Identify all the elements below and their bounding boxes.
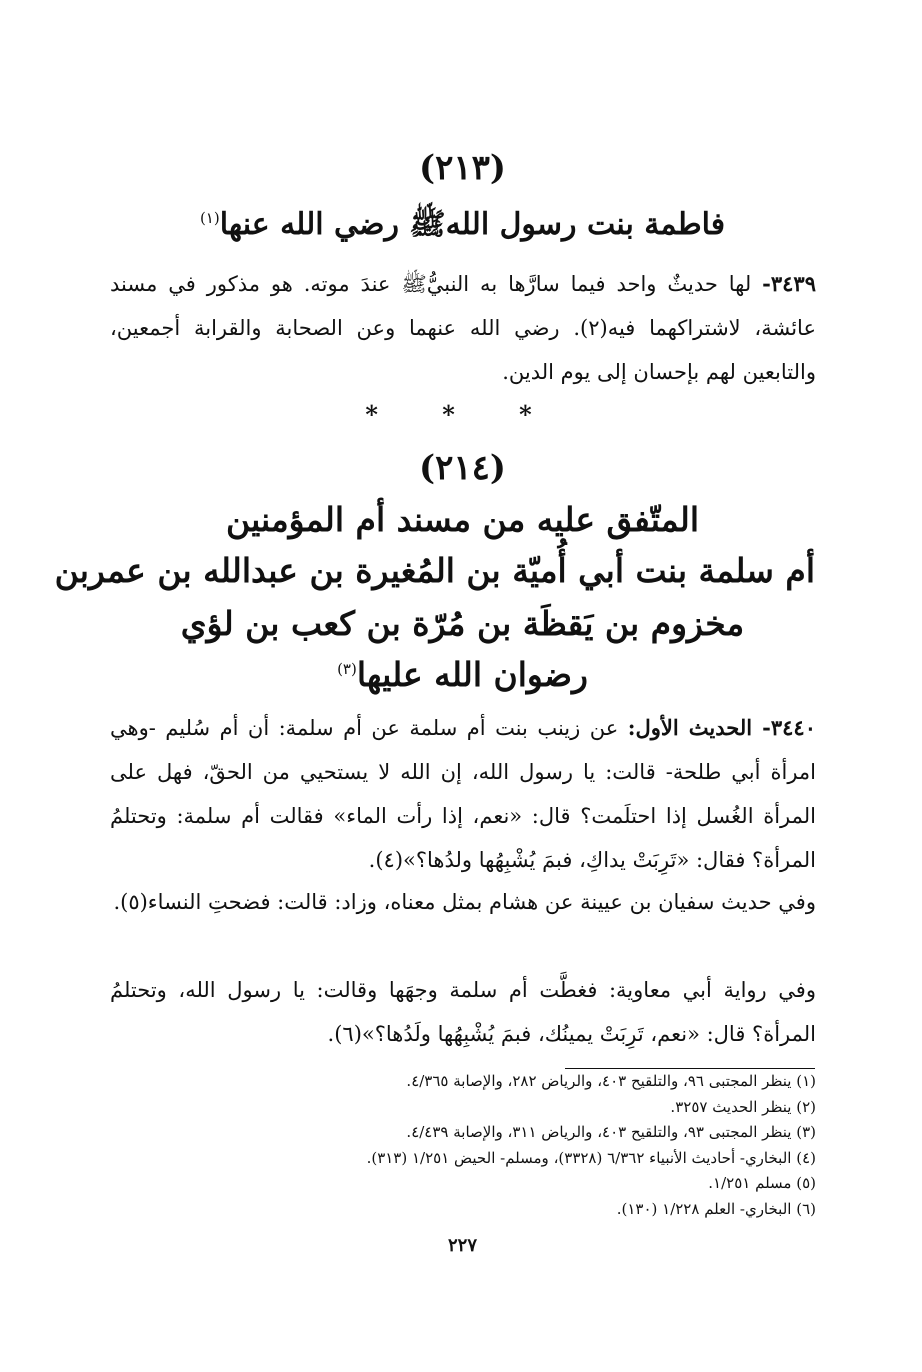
narration-sufyan: وفي حديث سفيان بن عيينة عن هشام بمثل معناه، وزاد: قالت: فضحتِ النساء(٥). (113, 890, 816, 914)
section-title-line-1: المتّفق عليه من مسند أم المؤمنين (225, 500, 700, 539)
footnote-4: (٤) البخاري- أحاديث الأنبياء ٦/٣٦٢ (٣٣٢٨)، ومسلم- الحيض ١/٢٥١ (٣١٣). (366, 1148, 816, 1167)
section-title-text: رضوان الله عليها (356, 655, 588, 694)
narration-abu-muawiya: وفي رواية أبي معاوية: فغطَّت أم سلمة وجهَها وقالت: يا رسول الله، وتحتلمُ المرأة؟ قال: «نعم، تَرِبَتْ يمينُك، فبمَ يُشْبِهُها ولَدُها؟»(٦). (110, 978, 816, 1046)
section-title-fatima (110, 206, 815, 249)
footnote-ref: (١) (199, 209, 220, 227)
footnotes (150, 1069, 816, 1222)
section-number-214: (٢١٤) (419, 448, 506, 488)
footnote-3: (٣) ينظر المجتبى ٩٣، والتلقيح ٤٠٣، والرياض ٣١١، والإصابة ٤/٤٣٩. (406, 1123, 816, 1141)
section-title-line-2: أم سلمة بنت أبي أُميّة بن المُغيرة بن عبدالله بن عمربن (54, 551, 815, 590)
hadith-text: لها حديثٌ واحد فيما سارَّها به النبيُّﷺ عندَ موته. هو مذكور في مسند عائشة، لاشتراكهما فيه(٢). رضي الله عنهما وعن الصحابة والقرابة أجمعين، والتابعين لهم بإحسان إلى يوم الدين. (110, 272, 816, 384)
footnote-1: (١) ينظر المجتبى ٩٦، والتلقيح ٤٠٣، والرياض ٢٨٢، والإصابة ٤/٣٦٥. (406, 1072, 816, 1090)
hadith-number: ٣٤٣٩- (762, 271, 816, 296)
footnote-5: (٥) مسلم ١/٢٥١. (708, 1174, 816, 1192)
section-separator: * * * (365, 400, 560, 429)
hadith-number: ٣٤٤٠- (762, 715, 816, 740)
section-title-text: فاطمة بنت رسول اللهﷺ رضي الله عنها (219, 207, 726, 242)
footnote-ref: (٣) (337, 660, 357, 678)
section-number-213: (٢١٣) (419, 148, 506, 188)
hadith-3440 (110, 706, 816, 882)
hadith-3439 (110, 262, 816, 394)
footnote-2: (٢) ينظر الحديث ٣٢٥٧. (670, 1097, 816, 1116)
section-title-line-3: مخزوم بن يَقظَة بن مُرّة بن كعب بن لؤي (180, 604, 745, 643)
hadith-label: الحديث الأول: (627, 715, 763, 740)
footnote-6: (٦) البخاري- العلم ١/٢٢٨ (١٣٠). (616, 1199, 816, 1218)
page-number: ٢٢٧ (447, 1235, 477, 1256)
section-title-line-4 (110, 655, 815, 694)
hadith-text: عن زينب بنت أم سلمة عن أم سلمة: أن أم سُليم -وهي امرأة أبي طلحة- قالت: يا رسول الله، إن الله لا يستحيي من الحقّ، فهل على المرأة الغُسل إذا احتلَمت؟ قال: «نعم، إذا رأت الماء» فقالت أم سلمة: وتحتلمُ المرأة؟ فقال: «تَرِبَتْ يداكِ، فبمَ يُشْبِهُها ولدُها؟»(٤). (110, 716, 816, 872)
